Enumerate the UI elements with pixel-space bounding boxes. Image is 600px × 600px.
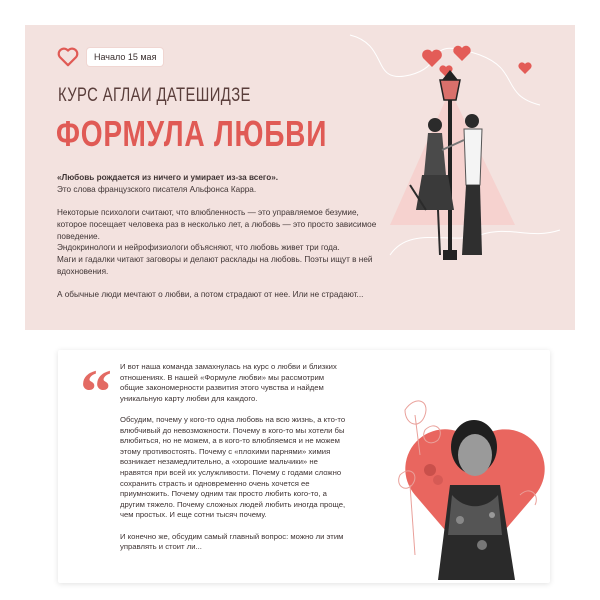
heart-icon [422,50,442,67]
intro-line: вдохновения. [57,266,109,276]
dancing-couple-illustration [330,25,575,275]
course-author-subtitle: КУРС АГЛАИ ДАТЕШИДЗЕ [58,85,251,106]
intro-line: Некоторые психологи считают, что влюбленность — это управляемое безумие, [57,208,359,218]
card-line: управлять и стоит ли... [120,542,202,552]
quote-mark-icon: “ [80,356,112,427]
page-title: ФОРМУЛА ЛЮБВИ [56,113,328,154]
start-date-badge: Начало 15 мая [87,48,163,66]
card-line: нравятся при всей их услужливости. Почему с годами сложно [120,467,342,477]
card-line: приумножить. Почему одним так просто любить кого-то, а [120,489,327,499]
intro-line: Маги и гадалки читают заговоры и делают расклады на любовь. Поэты ищут в ней [57,254,373,264]
heart-outline-icon [57,47,79,67]
heart-icon [518,62,531,74]
intro-line: которое посещает человека раз в несколько лет, а любовь — это просто зависимое [57,219,377,229]
heart-icon [453,46,470,61]
intro-line: Эндокринологи и нейрофизиологи объясняют, что любовь живет три года. [57,243,340,253]
card-line: чем простых. И еще сотни тысяч почему. [120,510,267,520]
intro-line: поведение. [57,231,100,241]
card-line: И вот наша команда замахнулась на курс о любви и близких [120,362,337,371]
card-line: отношениях. В нашей «Формуле любви» мы рассмотрим [120,372,325,382]
intro-line: А обычные люди мечтают о любви, а потом страдают от нее. Или не страдают... [57,290,364,299]
card-line: уникальную карту любви для каждого. [120,393,258,403]
card-line: сохранить страсть и одновременно очень хочется ее [120,478,310,488]
card-line: этому противостоять. Почему с «плохими парнями» химия [120,446,331,456]
intro-quote: «Любовь рождается из ничего и умирает из-за всего». [57,173,279,182]
card-text [120,362,385,553]
card-line: влюбиться, но не можем, а в кого-то влюбляемся и не можем [120,436,340,446]
card-line: влюбчивый до невозможности. Почему в кого-то мы хотели бы [120,425,345,435]
author-portrait [390,385,550,580]
card-line: общие закономерности развития этого чувства и найдем [120,383,324,393]
card-line: возникает незамедлительно, а «хорошие мальчики» не [120,457,318,467]
card-line: Обсудим, почему у кого-то одна любовь на всю жизнь, а кто-то [120,414,346,424]
intro-line: Это слова французского писателя Альфонса Карра. [57,184,257,194]
card-line: И конечно же, обсудим самый главный вопрос: можно ли этим [120,531,344,541]
card-line: другим тяжело. Почему сложных людей любить иногда проще, [120,499,346,509]
